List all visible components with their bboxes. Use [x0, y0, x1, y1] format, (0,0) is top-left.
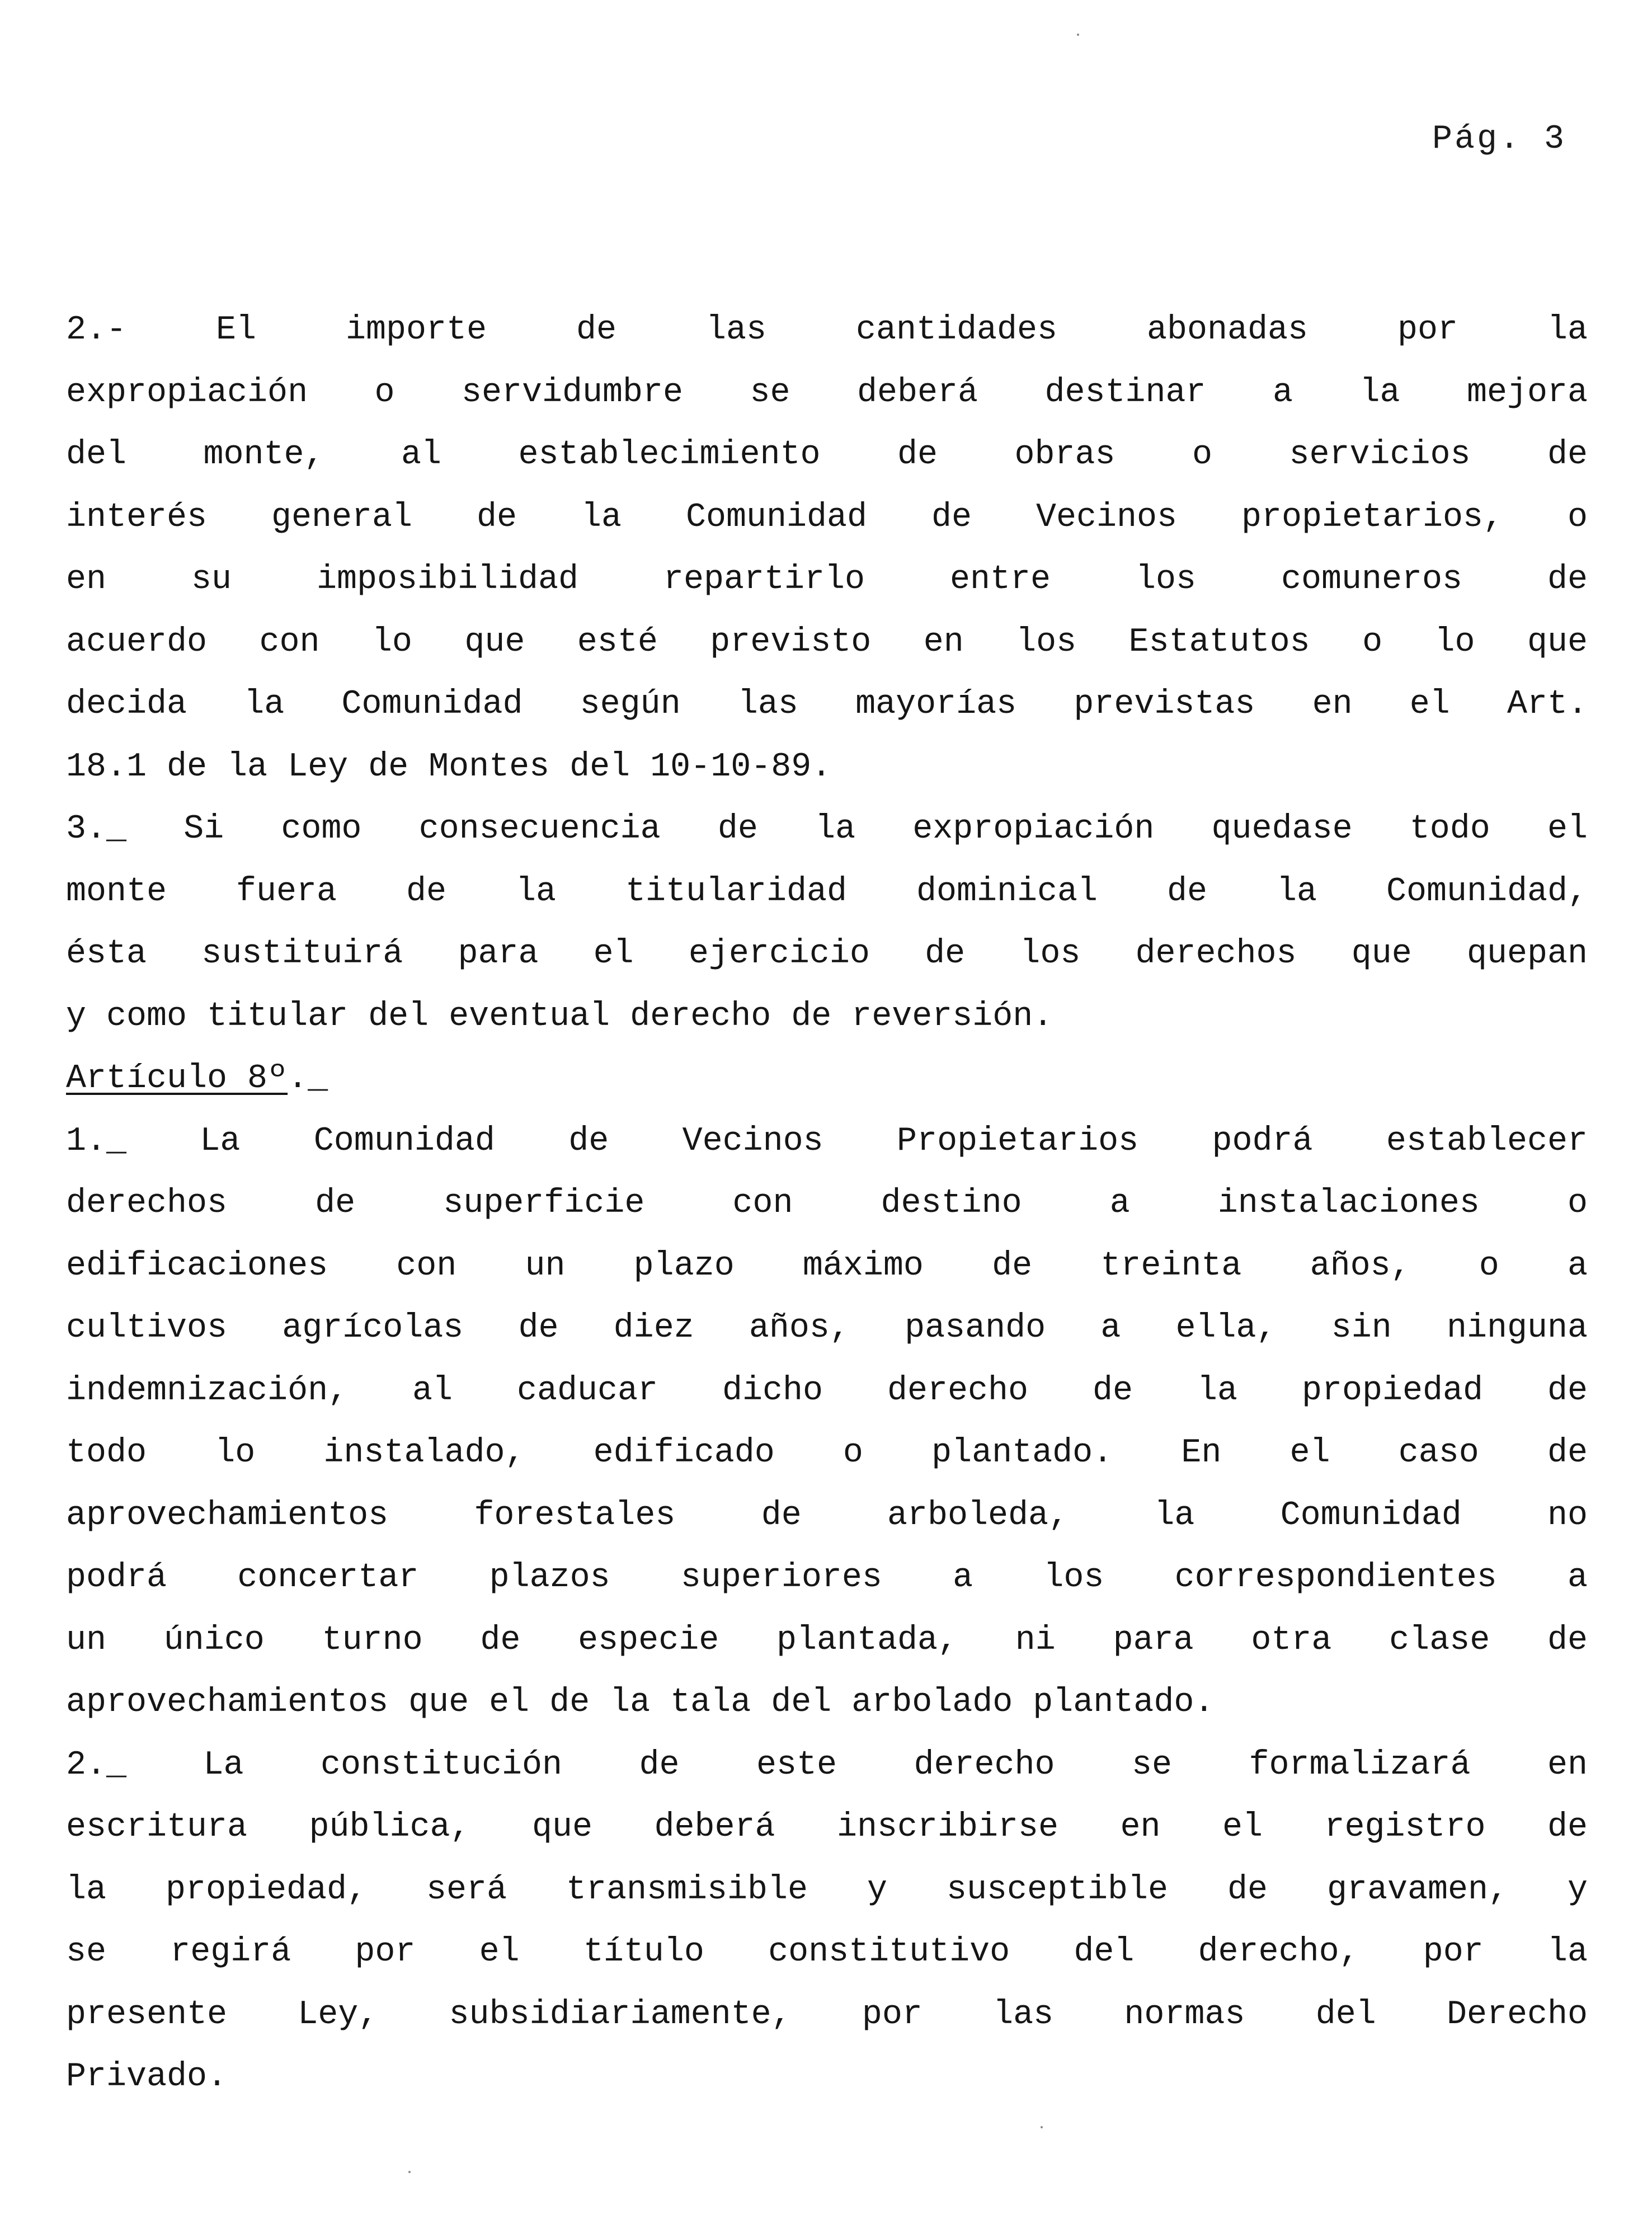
- text-line: escritura pública, que deberá inscribirse en el registro de: [66, 1808, 1588, 1846]
- text-line: ésta sustituirá para el ejercicio de los derechos que quepan: [66, 935, 1588, 973]
- article-heading: [66, 1048, 1588, 1111]
- text-line: monte fuera de la titularidad dominical de la Comunidad,: [66, 872, 1588, 911]
- text-line: presente Ley, subsidiariamente, por las normas del Derecho: [66, 1995, 1588, 2034]
- article-heading-suffix: ._: [288, 1060, 328, 1098]
- text-line: edificaciones con un plazo máximo de treinta años, o a: [66, 1247, 1588, 1285]
- article-8-paragraph-2: [66, 1734, 1588, 2109]
- text-line: la propiedad, será transmisible y susceptible de gravamen, y: [66, 1870, 1588, 1909]
- text-line: en su imposibilidad repartirlo entre los comuneros de: [66, 561, 1588, 599]
- text-line: se regirá por el título constitutivo del derecho, por la: [66, 1933, 1588, 1971]
- text-line: aprovechamientos que el de la tala del arbolado plantado.: [66, 1684, 1215, 1722]
- scan-speck: [1077, 34, 1079, 36]
- text-line: 3._ Si como consecuencia de la expropiación quedase todo el: [66, 810, 1588, 848]
- text-line: expropiación o servidumbre se deberá destinar a la mejora: [66, 373, 1588, 412]
- page-number: Pág. 3: [1432, 120, 1567, 158]
- text-line: indemnización, al caducar dicho derecho de la propiedad de: [66, 1371, 1588, 1410]
- text-line: 1._ La Comunidad de Vecinos Propietarios podrá establecer: [66, 1122, 1588, 1160]
- text-line: y como titular del eventual derecho de reversión.: [66, 997, 1053, 1036]
- text-line: derechos de superficie con destino a instalaciones o: [66, 1184, 1588, 1223]
- paragraph-3: [66, 798, 1588, 1048]
- text-line: 18.1 de la Ley de Montes del 10-10-89.: [66, 747, 832, 786]
- text-line: cultivos agrícolas de diez años, pasando a ella, sin ninguna: [66, 1309, 1588, 1347]
- paragraph-2: [66, 299, 1588, 798]
- document-body: [66, 299, 1588, 2109]
- text-line: interés general de la Comunidad de Vecinos propietarios, o: [66, 498, 1588, 537]
- text-line: del monte, al establecimiento de obras o servicios de: [66, 436, 1588, 474]
- text-line: podrá concertar plazos superiores a los correspondientes a: [66, 1559, 1588, 1597]
- scan-speck: [1041, 2126, 1043, 2128]
- text-line: un único turno de especie plantada, ni para otra clase de: [66, 1621, 1588, 1659]
- scan-speck: [408, 2171, 411, 2173]
- text-line: Privado.: [66, 2058, 228, 2096]
- text-line: 2._ La constitución de este derecho se formalizará en: [66, 1746, 1588, 1784]
- article-8-paragraph-1: [66, 1111, 1588, 1734]
- text-line: 2.- El importe de las cantidades abonadas por la: [66, 311, 1588, 349]
- text-line: decida la Comunidad según las mayorías previstas en el Art.: [66, 685, 1588, 723]
- article-heading-title: Artículo 8º: [66, 1060, 288, 1098]
- text-line: acuerdo con lo que esté previsto en los Estatutos o lo que: [66, 623, 1588, 661]
- text-line: aprovechamientos forestales de arboleda, la Comunidad no: [66, 1496, 1588, 1535]
- text-line: todo lo instalado, edificado o plantado. En el caso de: [66, 1434, 1588, 1472]
